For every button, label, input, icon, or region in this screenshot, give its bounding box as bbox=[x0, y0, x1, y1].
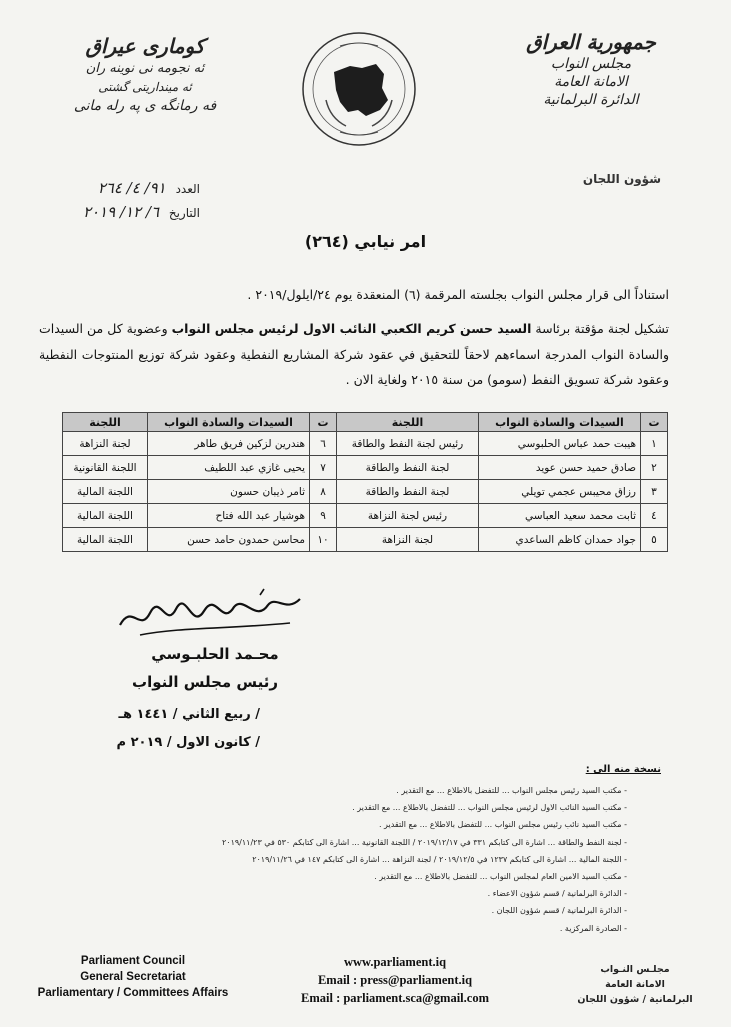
copies-title: نسخة منه الى : bbox=[585, 764, 661, 775]
footer-email-press: Email : press@parliament.iq bbox=[317, 973, 473, 987]
member-committee: لجنة النفط والطاقة bbox=[337, 480, 479, 504]
row-number: ٣ bbox=[641, 480, 668, 504]
member-name: يحيى غازي عبد اللطيف bbox=[147, 456, 309, 480]
col-header-members-2: السيدات والسادة النواب bbox=[147, 413, 309, 432]
member-committee: لجنة النزاهة bbox=[63, 432, 148, 456]
number-value: ٩١/ ٤/ ٢٦٤ bbox=[97, 179, 166, 197]
reference-block bbox=[40, 176, 200, 224]
member-name: هيبت حمد عباس الحلبوسي bbox=[478, 432, 640, 456]
member-name: محاسن حمدون حامد حسن bbox=[147, 528, 309, 552]
letterhead-line-1: جمهورية العراق bbox=[526, 30, 656, 54]
member-committee: اللجنة المالية bbox=[63, 528, 148, 552]
copy-item: - مكتب السيد رئيس مجلس النواب ... للتفضل بالاطلاع ... مع التقدير . bbox=[47, 782, 627, 799]
col-header-num-1: ت bbox=[641, 413, 668, 432]
handwritten-signature-icon bbox=[110, 583, 310, 643]
kurdish-line-1: كوماری عيراق bbox=[85, 34, 205, 58]
copy-item: - مكتب السيد النائب الاول لرئيس مجلس النواب ... للتفضل بالاطلاع ... مع التقدير . bbox=[47, 799, 627, 816]
col-header-committee-1: اللجنة bbox=[337, 413, 479, 432]
department-label: شؤون اللجان bbox=[582, 172, 661, 186]
footer-ar-line-1: مجلـس النـواب bbox=[600, 964, 670, 975]
member-name: جواد حمدان كاظم الساعدي bbox=[478, 528, 640, 552]
copy-item: - مكتب السيد الامين العام لمجلس النواب ... للتفضل بالاطلاع ... مع التقدير . bbox=[47, 868, 627, 885]
letterhead-line-4: الدائرة البرلمانية bbox=[543, 92, 639, 108]
kurdish-line-3: ئه مينداريتى گشتى bbox=[98, 80, 192, 94]
table-row bbox=[63, 480, 668, 504]
footer-website: www.parliament.iq bbox=[343, 955, 447, 969]
row-number: ٦ bbox=[310, 432, 337, 456]
member-committee: رئيس لجنة النفط والطاقة bbox=[337, 432, 479, 456]
col-header-members-1: السيدات والسادة النواب bbox=[478, 413, 640, 432]
row-number: ٨ bbox=[310, 480, 337, 504]
footer-contacts bbox=[270, 953, 520, 1007]
member-name: ثابت محمد سعيد العباسي bbox=[478, 504, 640, 528]
reference-date bbox=[40, 200, 200, 224]
kurdish-line-2: ئه نجومه نى نوينه ران bbox=[85, 61, 205, 76]
member-name: صادق حميد حسن عويد bbox=[478, 456, 640, 480]
member-committee: اللجنة القانونية bbox=[63, 456, 148, 480]
footer-email-sca: Email : parliament.sca@gmail.com bbox=[301, 991, 489, 1005]
number-label: العدد bbox=[175, 182, 200, 196]
footer-ar-line-3: البرلمانية / شؤون اللجان bbox=[577, 994, 693, 1005]
row-number: ٩ bbox=[310, 504, 337, 528]
parliament-seal-icon bbox=[300, 30, 418, 148]
kurdish-line-4: فه رمانگه ى په رله مانى bbox=[73, 98, 217, 114]
footer-ar-line-2: الامانة العامة bbox=[605, 979, 665, 990]
body-text-1: تشكيل لجنة مؤقتة برئاسة bbox=[531, 321, 669, 336]
footer-en-line-2: General Secretariat bbox=[80, 971, 186, 983]
member-committee: اللجنة المالية bbox=[63, 504, 148, 528]
member-name: رزاق محيبس عجمي تويلي bbox=[478, 480, 640, 504]
member-name: ثامر ذيبان حسون bbox=[147, 480, 309, 504]
row-number: ١ bbox=[641, 432, 668, 456]
hijri-date: / ربيع الثاني / ١٤٤١ هـ bbox=[118, 707, 260, 722]
reference-number bbox=[40, 176, 200, 200]
body-text-bold: السيد حسن كريم الكعبي النائب الاول لرئيس مجلس النواب bbox=[171, 321, 532, 336]
table-row bbox=[63, 456, 668, 480]
row-number: ٥ bbox=[641, 528, 668, 552]
member-committee: اللجنة المالية bbox=[63, 480, 148, 504]
member-committee: لجنة النفط والطاقة bbox=[337, 456, 479, 480]
table-row bbox=[63, 432, 668, 456]
footer-english bbox=[18, 953, 248, 1001]
arabic-letterhead bbox=[491, 30, 691, 108]
letterhead-line-2: مجلس النواب bbox=[550, 56, 632, 72]
body-text-2: وعضوية كل من السيدات والسادة النواب المدرجة اسماءهم لاحقاً للتحقيق في عقود شركة المشاريع النفطية وعقود شركة توزيع المنتوجات النفطية وعقود شركة تسويق النفط (سومو) من سنة ٢٠١٥ ولغاية الان . bbox=[39, 321, 669, 387]
kurdish-letterhead bbox=[40, 34, 250, 114]
date-label: التاريخ bbox=[168, 206, 200, 220]
col-header-num-2: ت bbox=[310, 413, 337, 432]
copy-item: - مكتب السيد نائب رئيس مجلس النواب ... للتفضل بالاطلاع ... مع التقدير . bbox=[47, 816, 627, 833]
copy-item: - اللجنة المالية ... اشارة الى كتابكم ١٢٣٧ في ٢٠١٩/١٢/٥ / لجنة النزاهة ... اشارة الى كتابكم ١٤٧ في ٢٠١٩/١١/٢٦ bbox=[47, 851, 627, 868]
footer-en-line-3: Parliamentary / Committees Affairs bbox=[37, 987, 229, 999]
row-number: ٢ bbox=[641, 456, 668, 480]
gregorian-date: / كانون الاول / ٢٠١٩ م bbox=[116, 735, 260, 750]
row-number: ٧ bbox=[310, 456, 337, 480]
table-header-row bbox=[63, 413, 668, 432]
copy-item: - لجنة النفط والطاقة ... اشارة الى كتابكم ٣٣١ في ٢٠١٩/١٢/١٧ / اللجنة القانونية ... اشارة الى كتابكم ٥٣٠ في ٢٠١٩/١١/٢٣ bbox=[47, 834, 627, 851]
signatory-name: محـمد الحلبـوسي bbox=[151, 645, 279, 663]
row-number: ١٠ bbox=[310, 528, 337, 552]
member-committee: لجنة النزاهة bbox=[337, 528, 479, 552]
row-number: ٤ bbox=[641, 504, 668, 528]
table-row bbox=[63, 504, 668, 528]
copy-item: - الصادرة المركزية . bbox=[47, 920, 627, 937]
footer-arabic bbox=[565, 962, 705, 1007]
member-committee: رئيس لجنة النزاهة bbox=[337, 504, 479, 528]
copies-list bbox=[47, 782, 627, 937]
copy-item: - الدائرة البرلمانية / قسم شؤون اللجان . bbox=[47, 902, 627, 919]
order-title: امر نيابي (٢٦٤) bbox=[304, 232, 427, 251]
copy-item: - الدائرة البرلمانية / قسم شؤون الاعضاء . bbox=[47, 885, 627, 902]
date-value: ٦/ ١٢/ ٢٠١٩ bbox=[82, 203, 160, 221]
letterhead-line-3: الامانة العامة bbox=[554, 74, 628, 90]
intro-paragraph: استناداً الى قرار مجلس النواب بجلسته المرقمة (٦) المنعقدة يوم ٢٤/ايلول/٢٠١٩ . bbox=[247, 287, 669, 302]
col-header-committee-2: اللجنة bbox=[63, 413, 148, 432]
body-paragraph bbox=[39, 316, 669, 393]
members-table bbox=[62, 412, 668, 552]
signatory-role: رئيس مجلس النواب bbox=[132, 673, 278, 691]
table-row bbox=[63, 528, 668, 552]
member-name: هندرين لزكين فريق طاهر bbox=[147, 432, 309, 456]
member-name: هوشيار عبد الله فتاح bbox=[147, 504, 309, 528]
footer-en-line-1: Parliament Council bbox=[80, 955, 186, 967]
